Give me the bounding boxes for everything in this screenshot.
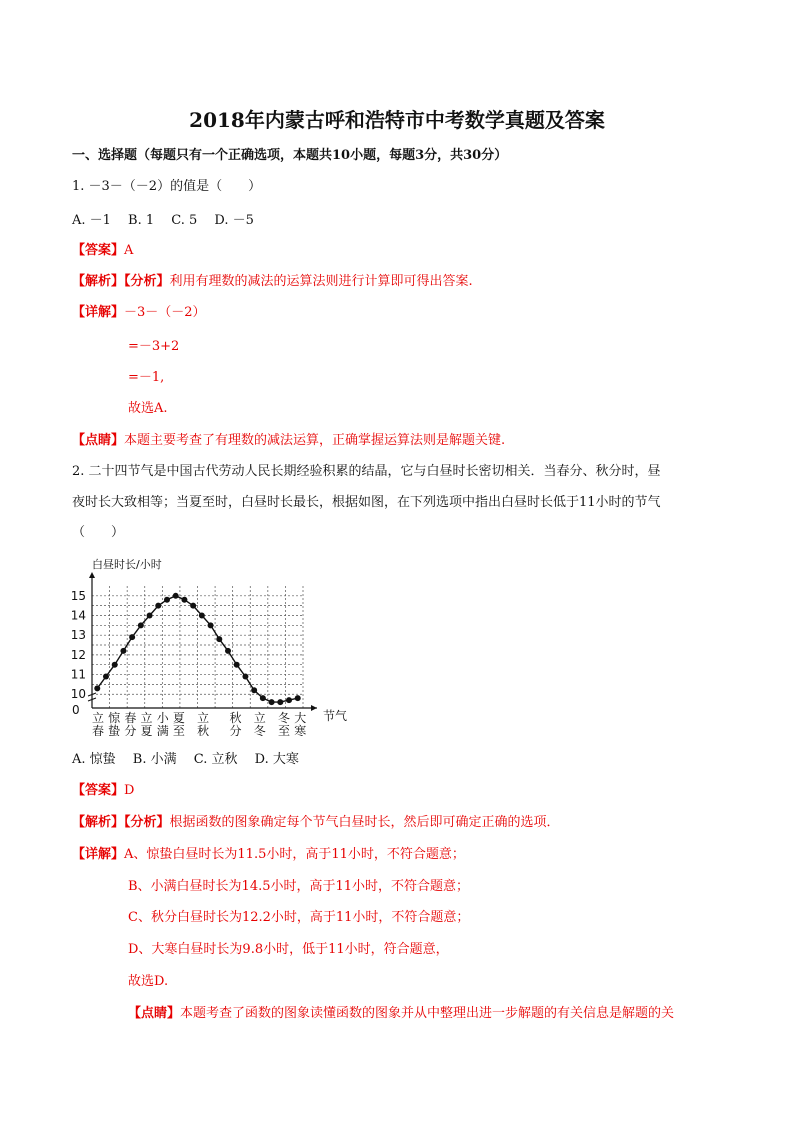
answer-tag: 【答案】	[72, 783, 125, 798]
data-point	[190, 603, 196, 609]
q1-comment	[72, 433, 505, 449]
chart-grid	[92, 586, 303, 708]
x-tick-label: 秋	[197, 724, 210, 736]
data-point	[164, 597, 170, 603]
y-tick-label: 11	[70, 667, 86, 682]
detail-line: B、小满白昼时长为14.5小时，高于11小时，不符合题意；	[128, 879, 470, 894]
y-axis-label: 白昼时长/小时	[92, 558, 162, 571]
y-tick-label: 15	[70, 588, 86, 603]
x-axis-label: 节气	[323, 709, 348, 723]
x-tick-label: 大	[294, 711, 307, 725]
data-point	[94, 685, 100, 691]
comment-text: 本题主要考查了有理数的减法运算，正确掌握运算法则是解题关键.	[124, 433, 506, 448]
data-point	[216, 636, 222, 642]
detail-line: C、秋分白昼时长为12.2小时，高于11小时，不符合题意；	[128, 910, 470, 925]
x-tick-label: 冬	[278, 711, 291, 725]
data-point	[260, 695, 266, 701]
x-tick-label: 蛰	[108, 724, 121, 736]
data-point	[173, 593, 179, 599]
data-point	[181, 597, 187, 603]
y-tick-label: 12	[70, 647, 86, 662]
data-point	[155, 603, 161, 609]
data-point	[234, 662, 240, 668]
q1-analysis	[72, 274, 473, 290]
detail-line: D、大寒白昼时长为9.8小时，低于11小时，符合题意，	[128, 942, 449, 957]
q1-answer	[72, 243, 133, 259]
data-point	[242, 674, 248, 680]
analysis-text: 根据函数的图象确定每个节气白昼时长，然后即可确定正确的选项．	[169, 815, 560, 830]
data-point	[112, 662, 118, 668]
y-axis-arrow	[89, 572, 95, 578]
q1-stem: 1. －3－（－2）的值是（ ）	[72, 179, 262, 194]
detail-line: 故选D.	[128, 974, 169, 989]
y-tick-label: 10	[70, 687, 86, 702]
data-point	[286, 697, 292, 703]
answer-value: A	[124, 243, 134, 258]
document-title: 2018年内蒙古呼和浩特市中考数学真题及答案	[189, 108, 605, 132]
detail-line: =－3+2	[128, 339, 180, 354]
x-tick-label: 立	[91, 711, 105, 725]
data-point	[251, 687, 257, 693]
x-tick-label: 惊	[108, 711, 121, 725]
x-axis-arrow	[311, 705, 317, 711]
detail-tag: 【详解】	[72, 305, 125, 320]
x-tick-label: 秋	[229, 711, 242, 725]
origin-label: 0	[72, 703, 80, 717]
chart-axes	[88, 572, 317, 711]
section-heading: 一、选择题（每题只有一个正确选项，本题共10小题，每题3分，共30分）	[72, 148, 508, 163]
y-tick-label: 14	[70, 608, 86, 623]
q2-stem-line: 2. 二十四节气是中国古代劳动人民长期经验积累的结晶，它与白昼时长密切相关．当春分、秋分时，昼	[72, 464, 661, 479]
x-tick-label: 立	[140, 711, 153, 725]
x-tick-label: 分	[229, 724, 242, 736]
q2-comment	[128, 1006, 674, 1022]
data-point	[138, 622, 144, 628]
data-point	[295, 695, 301, 701]
x-tick-label: 寒	[294, 724, 307, 736]
detail-line: 故选A.	[128, 401, 168, 416]
data-point	[277, 699, 283, 705]
q2-stem-line: （ ）	[72, 525, 125, 540]
x-tick-label: 小	[156, 711, 169, 725]
data-point	[129, 634, 135, 640]
analysis-text: 利用有理数的减法的运算法则进行计算即可得出答案.	[169, 274, 473, 289]
data-point	[120, 648, 126, 654]
q1-detail	[72, 305, 206, 321]
y-tick-label: 13	[70, 628, 86, 643]
daylight-chart	[60, 548, 360, 736]
analysis-tag: 【解析】【分析】	[72, 815, 170, 830]
x-tick-label: 夏	[140, 724, 153, 736]
answer-tag: 【答案】	[72, 243, 125, 258]
x-tick-label: 立	[253, 711, 266, 725]
comment-tag: 【点睛】	[72, 433, 125, 448]
q2-stem-line: 夜时长大致相等；当夏至时，白昼时长最长，根据如图，在下列选项中指出白昼时长低于11小时的节气	[72, 495, 661, 510]
data-point	[208, 622, 214, 628]
q1-options: A. －1 B. 1 C. 5 D. －5	[72, 213, 254, 228]
x-tick-label: 分	[124, 724, 137, 736]
x-tick-label: 春	[124, 711, 137, 725]
x-tick-label: 立	[197, 711, 210, 725]
comment-tag: 【点睛】	[128, 1006, 181, 1021]
answer-value: D	[124, 783, 135, 798]
detail-line: －3－（－2）	[124, 305, 206, 320]
data-point	[269, 699, 275, 705]
data-point	[103, 674, 109, 680]
q2-detail	[72, 847, 465, 863]
q2-analysis	[72, 815, 560, 831]
q2-answer	[72, 783, 134, 799]
x-tick-labels	[92, 710, 306, 736]
y-tick-labels	[71, 589, 86, 701]
x-tick-label: 满	[156, 724, 169, 736]
x-tick-label: 夏	[172, 711, 185, 725]
q2-options: A. 惊蛰 B. 小满 C. 立秋 D. 大寒	[72, 752, 299, 767]
analysis-tag: 【解析】【分析】	[72, 274, 170, 289]
data-point	[199, 612, 205, 618]
detail-line: A、惊蛰白昼时长为11.5小时，高于11小时，不符合题意；	[124, 847, 465, 862]
detail-tag: 【详解】	[72, 847, 125, 862]
data-point	[147, 612, 153, 618]
x-tick-label: 春	[91, 724, 105, 736]
x-tick-label: 至	[278, 724, 291, 736]
x-tick-label: 冬	[253, 724, 266, 736]
detail-line: =－1,	[128, 370, 165, 385]
data-series	[94, 593, 300, 705]
x-tick-label: 至	[172, 724, 185, 736]
comment-text: 本题考查了函数的图象读懂函数的图象并从中整理出进一步解题的有关信息是解题的关	[180, 1006, 675, 1021]
data-point	[225, 648, 231, 654]
